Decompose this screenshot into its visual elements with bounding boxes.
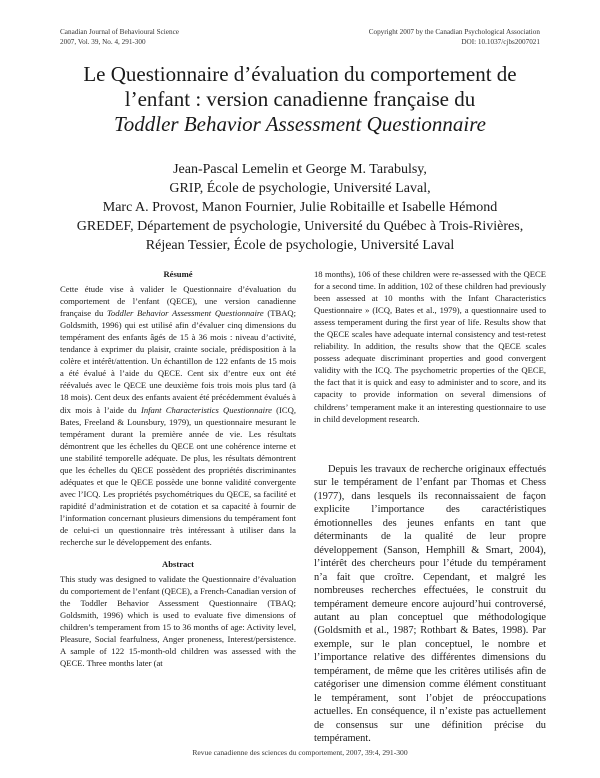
page-footer: Revue canadienne des sciences du comportement, 2007, 39:4, 291-300 [192, 748, 408, 757]
resume-heading: Résumé [163, 269, 193, 279]
resume-italic-icq: Infant Characteristics Questionnaire [141, 404, 272, 415]
title-line-1: Le Questionnaire d’évaluation du comportement de [83, 62, 517, 86]
copyright-notice: Copyright 2007 by the Canadian Psychological Association [368, 28, 540, 36]
journal-name: Canadian Journal of Behavioural Science [60, 28, 179, 36]
resume-part: (ICQ, Bates, Freeland & Lounsbury, 1979), un questionnaire mesurant le tempérament durant la première année de vie. Les résultats démontrent que les échelles du QECE ont une cohérence interne et une stabilité temporelle adéquate. De plus, les résultats démontrent que les échelles du QECE possèdent des propriétés discriminantes adéquates et que le QECE possède une bonne validité convergente avec l’ICQ. Les propriétés psychométriques du QECE, sa facilité et rapidité d’administration et de cotation et sa capacité à fournir de l’information concernant plusieurs dimensions du tempérament font de celui-ci un questionnaire très intéressant à utiliser dans la recherche sur le développement des enfants. [60, 404, 296, 548]
title-line-2: l’enfant : version canadienne française du [124, 87, 476, 111]
abstract-block [60, 558, 296, 669]
resume-part: (TBAQ; Goldsmith, 1996) qui est utilisé afin d’évaluer cinq dimensions du tempérament des enfants âgés de 15 à 36 mois : niveau d’activité, tendance à exprimer du plaisir, crainte sociale, prédisposition à la colère et intérêt/attention. Un échantillon de 122 enfants de 15 mois a été évalué à l’aide du QECE. Cent six d’entre eux ont été réévalués avec le QECE une deuxième fois trois mois plus tard (à 18 mois). Cent deux des enfants avaient été précédemment évalués à dix mois à l’aide du [60, 308, 297, 415]
article-title [40, 62, 560, 137]
doi: DOI: 10.1037/cjbs2007021 [461, 38, 540, 46]
author-line: Réjean Tessier, École de psychologie, Université Laval [145, 238, 455, 253]
title-line-3: Toddler Behavior Assessment Questionnaire [114, 112, 486, 136]
journal-volume: 2007, Vol. 39, No. 4, 291-300 [60, 38, 146, 46]
left-column [60, 268, 296, 670]
resume-italic-title: Toddler Behavior Assessment Questionnaire [106, 308, 264, 319]
right-column [314, 268, 546, 425]
introduction-paragraph: Depuis les travaux de recherche originaux effectués sur le tempérament de l’enfant par Thomas et Chess (1977), dans lesquels ils reconnaissaient de façon explicite l’importance des caractéristiques émotionnelles des jeunes enfants en tant que déterminants de la qualité de leur propre développement (Sanson, Hemphill & Smart, 2004), l’intérêt des chercheurs pour l’étude du tempérament n’a fait que croître. Cependant, et malgré les nombreuses recherches effectuées, le construit du tempérament demeure encore aujourd’hui controversé, autant au plan conceptuel que méthodologique (Goldsmith et al., 1987; Rothbart & Bates, 1998). Par exemple, sur le plan conceptuel, le nombre et l’importance relative des différentes dimensions du tempérament, de même que les critères utilisés afin de catégoriser une dimension comme élément constituant le tempérament, sont l’objet de préoccupations actuelles. En conséquence, il n’existe pas actuellement de consensus sur une définition précise du tempérament. [314, 464, 546, 745]
copyright-header [369, 27, 540, 47]
author-block [50, 160, 550, 255]
abstract-text-right: 18 months), 106 of these children were re-assessed with the QECE for a second time. In addition, 102 of these children had previously been assessed at 10 months with the Infant Characteristics Questionnaire » (ICQ, Bates et al., 1979), a questionnaire used to assess temperament during the first year of life. Results show that the QECE scales have adequate internal consistency and test-retest reliability. In addition, the results show that the QECE scales possess adequate discriminant properties and good convergent validity with the ICQ. The psychometric properties of the QECE, the fact that it is quick and easy to administer and to score, and its capacity to provide information on several dimensions of childrens’ temperament make it an interesting questionnaire to use in child development research. [314, 269, 546, 424]
author-line: Marc A. Provost, Manon Fournier, Julie Robitaille et Isabelle Hémond [102, 200, 498, 215]
author-line: GREDEF, Département de psychologie, Université du Québec à Trois-Rivières, [76, 219, 524, 234]
abstract-text-left: This study was designed to validate the Questionnaire d’évaluation du comportement de l’enfant (QECE), a French-Canadian version of the Toddler Behavior Assessment Questionnaire (TBAQ; Goldsmith, 1996) which is used to evaluate five dimensions of children’s temperament from 15 to 36 months of age: Activity level, Pleasure, Social fearfulness, Anger proneness, Interest/persistence. A sample of 122 15-month-old children was assessed with the QECE. Three months later (at [60, 574, 297, 669]
author-line: Jean-Pascal Lemelin et George M. Tarabulsy, [173, 162, 427, 177]
author-line: GRIP, École de psychologie, Université Laval, [169, 181, 431, 196]
resume-part: Cette étude vise à valider le Questionnaire d’évaluation du comportement de l’enfant (QECE), une version canadienne française du [60, 284, 296, 319]
resume-text [60, 283, 296, 548]
abstract-heading: Abstract [162, 559, 194, 570]
journal-header [60, 27, 179, 47]
